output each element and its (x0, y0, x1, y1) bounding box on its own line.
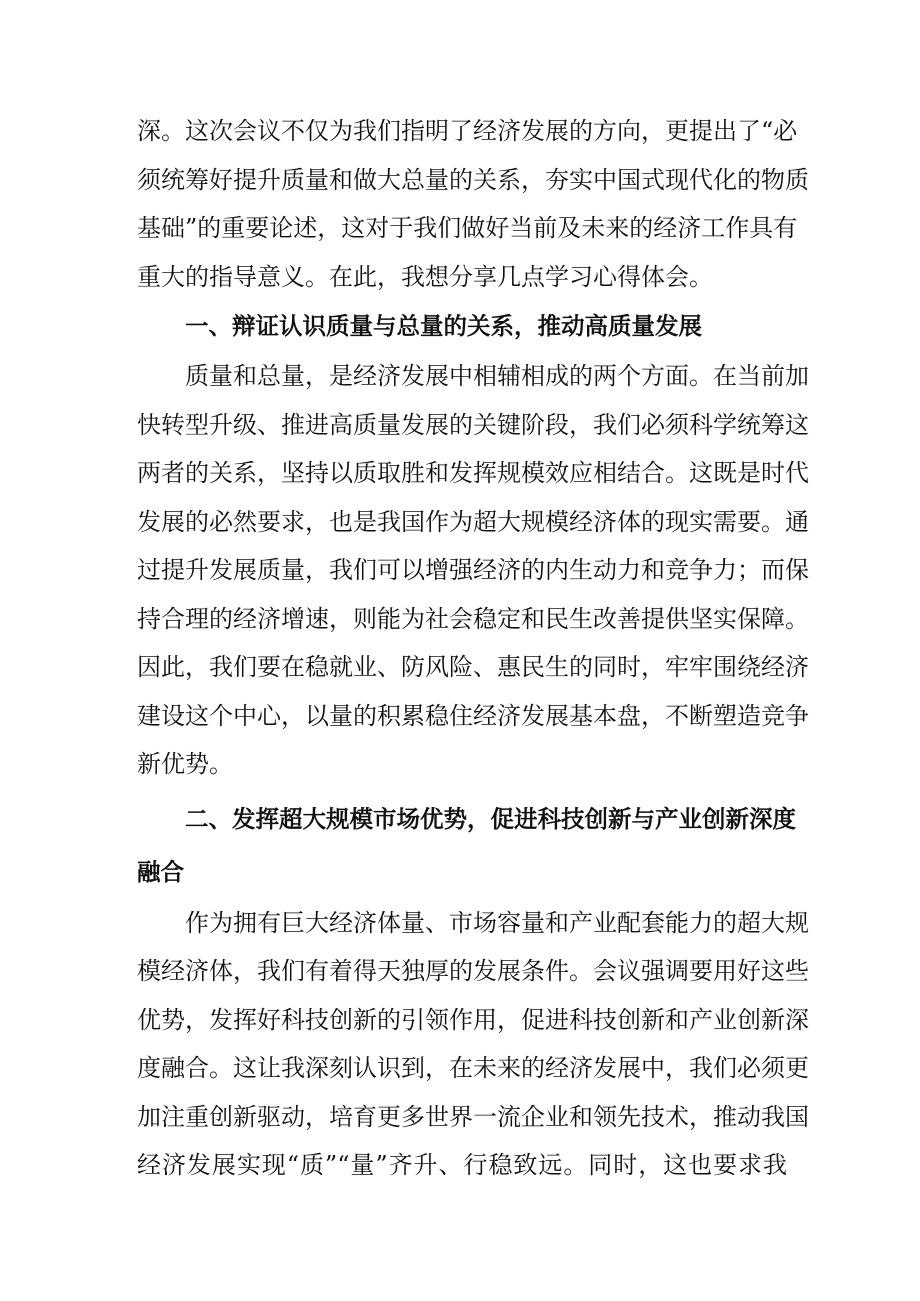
body-text-line: 须统筹好提升质量和做大总量的关系，夯实中国式现代化的物质 (137, 165, 809, 194)
body-text-line: 度融合。这让我深刻认识到，在未来的经济发展中，我们必须更 (137, 1054, 809, 1082)
section-heading-2: 二、发挥超大规模市场优势，促进科技创新与产业创新深度 (185, 804, 796, 833)
body-text-line: 持合理的经济增速，则能为社会稳定和民生改善提供坚实保障。 (137, 604, 809, 633)
document-body (137, 107, 809, 1190)
body-text-line: 因此，我们要在稳就业、防风险、惠民生的同时，牢牢围绕经济 (137, 653, 809, 681)
section-heading-2-continued: 融合 (137, 857, 184, 886)
body-text-line: 经济发展实现“质”“量”齐升、行稳致远。同时，这也要求我 (137, 1151, 787, 1179)
body-text-line: 两者的关系，坚持以质取胜和发挥规模效应相结合。这既是时代 (137, 459, 809, 487)
body-text-line: 重大的指导意义。在此，我想分享几点学习心得体会。 (137, 262, 713, 291)
body-text-line: 作为拥有巨大经济体量、市场容量和产业配套能力的超大规 (185, 908, 809, 937)
body-text-line: 质量和总量，是经济发展中相辅相成的两个方面。在当前加 (185, 362, 809, 390)
body-text-line: 发展的必然要求，也是我国作为超大规模经济体的现实需要。通 (137, 507, 809, 536)
body-text-line: 优势，发挥好科技创新的引领作用，促进科技创新和产业创新深 (137, 1005, 809, 1034)
section-heading-1: 一、辩证认识质量与总量的关系，推动高质量发展 (185, 312, 702, 340)
body-text-line: 建设这个中心，以量的积累稳住经济发展基本盘，不断塑造竞争 (137, 701, 809, 730)
body-text-line: 模经济体，我们有着得天独厚的发展条件。会议强调要用好这些 (137, 957, 809, 985)
body-text-line: 新优势。 (137, 750, 233, 778)
body-text-line: 快转型升级、推进高质量发展的关键阶段，我们必须科学统筹这 (137, 410, 809, 439)
body-text-line: 加注重创新驱动，培育更多世界一流企业和领先技术，推动我国 (137, 1102, 809, 1131)
body-text-line: 深。这次会议不仅为我们指明了经济发展的方向，更提出了“必 (137, 117, 798, 145)
body-text-line: 过提升发展质量，我们可以增强经济的内生动力和竞争力；而保 (137, 556, 809, 584)
body-text-line: 基础”的重要论述，这对于我们做好当前及未来的经济工作具有 (137, 214, 798, 242)
